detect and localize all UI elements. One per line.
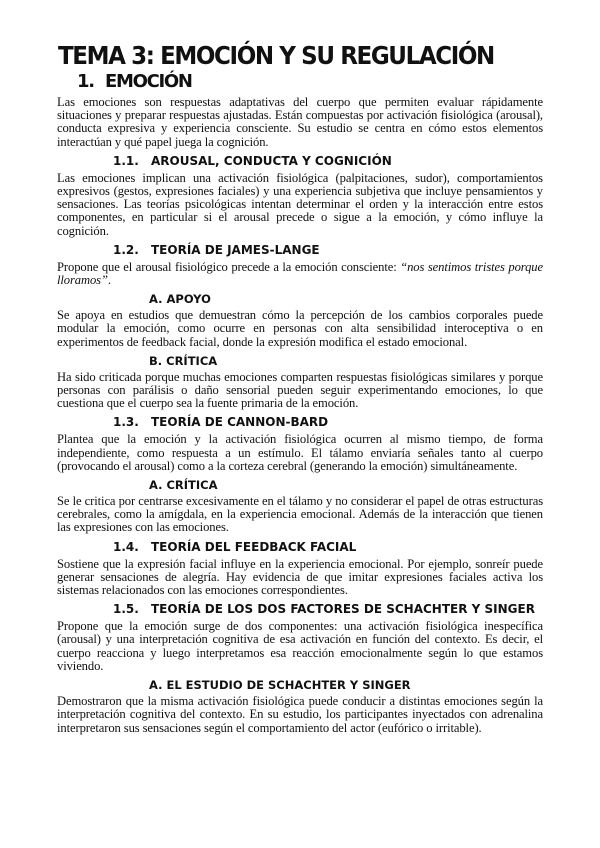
paragraph-1-3-a: Se le critica por centrarse excesivamente en el tálamo y no considerar el papel de otras estructuras cerebrales, como la amígdala, en la experiencia emocional. Además de la interacción que tienen las expresiones con las emociones. <box>57 494 543 535</box>
subsection-heading-1-4 <box>113 539 543 556</box>
section-intro-paragraph: Las emociones son respuestas adaptativas del cuerpo que permiten evaluar rápidamente situaciones y preparar respuestas ajustadas. Están compuestas por activación fisiológica (arousal), conducta expresiva y experiencia consciente. Su estudio se centra en cómo estos elementos interactúan y qué papel juega la cognición. <box>57 95 543 149</box>
paragraph-end: . <box>107 273 111 288</box>
section-number: 1. <box>77 71 94 92</box>
paragraph-1-5-a: Demostraron que la misma activación fisiológica puede conducir a distintas emociones según la interpretación cognitiva del contexto. En su estudio, los participantes inyectados con adrenalina interpretaron sus sensaciones según el comportamiento del actor (eufórico o irritable). <box>57 694 543 735</box>
document-title: TEMA 3: EMOCIÓN Y SU REGULACIÓN <box>58 42 494 71</box>
subsection-number: 1.3. <box>113 415 139 430</box>
subsection-number: 1.5. <box>113 602 139 617</box>
subsection-number: 1.1. <box>113 153 139 168</box>
subheading-1-3-a: A. CRÍTICA <box>149 478 218 493</box>
paragraph-1-4: Sostiene que la expresión facial influye en la experiencia emocional. Por ejemplo, sonreír puede generar sensaciones de alegría. Hay evidencia de que imitar expresiones faciales activa los sistemas relacionados con las emociones correspondientes. <box>57 556 543 598</box>
paragraph-1-2 <box>57 261 543 287</box>
subsection-heading-1-2 <box>113 242 543 259</box>
subsection-title: TEORÍA DE JAMES-LANGE <box>151 242 320 257</box>
subheading-1-2-a: A. APOYO <box>149 292 211 307</box>
section-heading-emocion <box>77 70 543 94</box>
subsection-title: TEORÍA DE LOS DOS FACTORES DE SCHACHTER Y SINGER <box>151 602 535 617</box>
section-title: EMOCIÓN <box>105 71 192 92</box>
paragraph-1-3: Plantea que la emoción y la activación fisiológica ocurren al mismo tiempo, de forma independiente, como respuesta a un estímulo. El tálamo enviaría señales tanto al cuerpo (provocando el arousal) como a la corteza cerebral (generando la emoción) simultáneamente. <box>57 432 543 473</box>
subsection-heading-1-1 <box>113 153 543 170</box>
paragraph-1-1: Las emociones implican una activación fisiológica (palpitaciones, sudor), comportamientos expresivos (gestos, expresiones faciales) y una experiencia subjetiva que incluye pensamientos y sensaciones. Las teorías psicológicas intentan determinar el orden y la interacción entre estos componentes, en particular si el arousal precede o sigue a la emoción, y cómo influye la cognición. <box>57 170 543 238</box>
subheading-1-5-a: A. EL ESTUDIO DE SCHACHTER Y SINGER <box>149 678 411 693</box>
paragraph-1-5: Propone que la emoción surge de dos componentes: una activación fisiológica inespecífica (arousal) y una interpretación cognitiva de esa activación en función del contexto. Es decir, el cuerpo reacciona y luego interpretamos esa reacción emocionalmente según lo que estamos viviendo. <box>57 619 543 673</box>
subsection-title: TEORÍA DE CANNON-BARD <box>151 415 329 430</box>
paragraph-1-2-b: Ha sido criticada porque muchas emociones comparten respuestas fisiológicas similares y porque personas con parálisis o daño sensorial pueden seguir experimentando emociones, lo que cuestiona que el cuerpo sea la fuente primaria de la emoción. <box>57 369 543 411</box>
subheading-1-2-b: B. CRÍTICA <box>149 353 218 368</box>
subsection-number: 1.4. <box>113 539 139 554</box>
paragraph-1-2-a: Se apoya en estudios que demuestran cómo la percepción de los cambios corporales puede modular la emoción, como ocurre en personas con alta sensibilidad interoceptiva o en experimentos de feedback facial, donde la expresión modifica el estado emocional. <box>57 308 543 349</box>
subsection-title: TEORÍA DEL FEEDBACK FACIAL <box>151 539 357 554</box>
subsection-heading-1-5 <box>113 601 543 618</box>
paragraph-text: Propone que el arousal fisiológico precede a la emoción consciente: <box>57 259 401 274</box>
subsection-title: AROUSAL, CONDUCTA Y COGNICIÓN <box>151 153 392 168</box>
subsection-heading-1-3 <box>113 414 543 431</box>
subsection-number: 1.2. <box>113 242 139 257</box>
quote-text: “nos sentimos tristes porque lloramos” <box>57 259 543 288</box>
